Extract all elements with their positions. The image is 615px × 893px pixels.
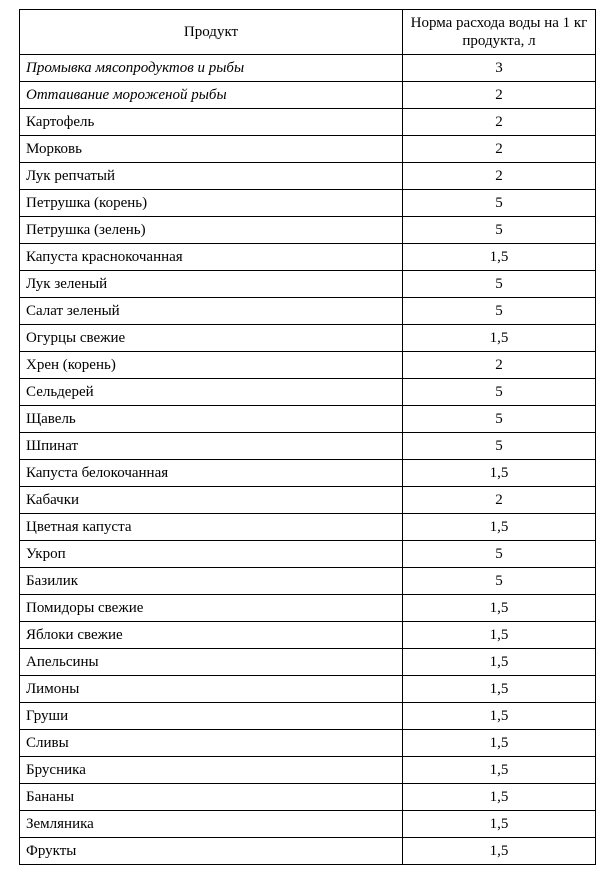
product-name-cell: Шпинат bbox=[20, 433, 403, 460]
table-row bbox=[20, 406, 596, 433]
water-norm-cell: 1,5 bbox=[403, 649, 596, 676]
water-norm-cell: 1,5 bbox=[403, 784, 596, 811]
table-row bbox=[20, 190, 596, 217]
water-norm-cell: 1,5 bbox=[403, 838, 596, 865]
table-row bbox=[20, 757, 596, 784]
water-norm-cell: 1,5 bbox=[403, 676, 596, 703]
water-norm-cell: 1,5 bbox=[403, 703, 596, 730]
product-name-cell: Лук зеленый bbox=[20, 271, 403, 298]
table-row bbox=[20, 109, 596, 136]
table-row bbox=[20, 55, 596, 82]
table-row bbox=[20, 622, 596, 649]
table-row bbox=[20, 352, 596, 379]
water-norm-cell: 1,5 bbox=[403, 757, 596, 784]
product-name-cell: Фрукты bbox=[20, 838, 403, 865]
table-row bbox=[20, 163, 596, 190]
table-row bbox=[20, 460, 596, 487]
water-norm-cell: 1,5 bbox=[403, 325, 596, 352]
table-row bbox=[20, 811, 596, 838]
water-norm-cell: 1,5 bbox=[403, 730, 596, 757]
product-name-cell: Брусника bbox=[20, 757, 403, 784]
product-name-cell: Груши bbox=[20, 703, 403, 730]
product-name-cell: Морковь bbox=[20, 136, 403, 163]
product-name-cell: Петрушка (корень) bbox=[20, 190, 403, 217]
product-name-cell: Оттаивание мороженой рыбы bbox=[20, 82, 403, 109]
table-row bbox=[20, 838, 596, 865]
water-norm-cell: 5 bbox=[403, 271, 596, 298]
water-norm-cell: 1,5 bbox=[403, 622, 596, 649]
water-norm-cell: 5 bbox=[403, 379, 596, 406]
water-norms-table bbox=[19, 9, 596, 865]
water-norm-cell: 2 bbox=[403, 163, 596, 190]
water-norm-cell: 5 bbox=[403, 217, 596, 244]
table-row bbox=[20, 676, 596, 703]
table-row bbox=[20, 136, 596, 163]
product-name-cell: Салат зеленый bbox=[20, 298, 403, 325]
product-name-cell: Бананы bbox=[20, 784, 403, 811]
table-row bbox=[20, 595, 596, 622]
water-norm-cell: 2 bbox=[403, 487, 596, 514]
water-norm-cell: 3 bbox=[403, 55, 596, 82]
product-name-cell: Лук репчатый bbox=[20, 163, 403, 190]
table-row bbox=[20, 703, 596, 730]
table-row bbox=[20, 568, 596, 595]
water-norm-cell: 5 bbox=[403, 541, 596, 568]
water-norm-cell: 2 bbox=[403, 82, 596, 109]
table-row bbox=[20, 82, 596, 109]
product-name-cell: Помидоры свежие bbox=[20, 595, 403, 622]
product-name-cell: Капуста белокочанная bbox=[20, 460, 403, 487]
product-name-cell: Лимоны bbox=[20, 676, 403, 703]
water-norm-cell: 1,5 bbox=[403, 460, 596, 487]
water-norm-cell: 5 bbox=[403, 190, 596, 217]
table-row bbox=[20, 541, 596, 568]
product-name-cell: Хрен (корень) bbox=[20, 352, 403, 379]
product-name-cell: Огурцы свежие bbox=[20, 325, 403, 352]
column-header-norm: Норма расхода воды на 1 кг продукта, л bbox=[403, 10, 596, 55]
water-norm-cell: 5 bbox=[403, 568, 596, 595]
water-norm-cell: 1,5 bbox=[403, 595, 596, 622]
product-name-cell: Цветная капуста bbox=[20, 514, 403, 541]
table-row bbox=[20, 433, 596, 460]
table-row bbox=[20, 325, 596, 352]
water-norm-cell: 2 bbox=[403, 109, 596, 136]
table-row bbox=[20, 244, 596, 271]
water-norm-cell: 5 bbox=[403, 433, 596, 460]
table-header bbox=[20, 10, 596, 55]
product-name-cell: Картофель bbox=[20, 109, 403, 136]
table-row bbox=[20, 379, 596, 406]
table-row bbox=[20, 730, 596, 757]
water-norm-cell: 1,5 bbox=[403, 244, 596, 271]
product-name-cell: Земляника bbox=[20, 811, 403, 838]
table-row bbox=[20, 217, 596, 244]
water-norm-cell: 5 bbox=[403, 298, 596, 325]
product-name-cell: Петрушка (зелень) bbox=[20, 217, 403, 244]
product-name-cell: Укроп bbox=[20, 541, 403, 568]
product-name-cell: Сливы bbox=[20, 730, 403, 757]
product-name-cell: Базилик bbox=[20, 568, 403, 595]
product-name-cell: Промывка мясопродуктов и рыбы bbox=[20, 55, 403, 82]
header-row bbox=[20, 10, 596, 55]
table-row bbox=[20, 784, 596, 811]
water-norm-cell: 1,5 bbox=[403, 514, 596, 541]
product-name-cell: Кабачки bbox=[20, 487, 403, 514]
product-name-cell: Яблоки свежие bbox=[20, 622, 403, 649]
product-name-cell: Щавель bbox=[20, 406, 403, 433]
table-row bbox=[20, 514, 596, 541]
water-norm-cell: 2 bbox=[403, 352, 596, 379]
product-name-cell: Апельсины bbox=[20, 649, 403, 676]
water-norm-cell: 2 bbox=[403, 136, 596, 163]
table-row bbox=[20, 487, 596, 514]
product-name-cell: Капуста краснокочанная bbox=[20, 244, 403, 271]
water-norm-cell: 1,5 bbox=[403, 811, 596, 838]
table-row bbox=[20, 649, 596, 676]
table-row bbox=[20, 271, 596, 298]
table-body bbox=[20, 55, 596, 865]
column-header-product: Продукт bbox=[20, 10, 403, 55]
product-name-cell: Сельдерей bbox=[20, 379, 403, 406]
water-norm-cell: 5 bbox=[403, 406, 596, 433]
table-row bbox=[20, 298, 596, 325]
